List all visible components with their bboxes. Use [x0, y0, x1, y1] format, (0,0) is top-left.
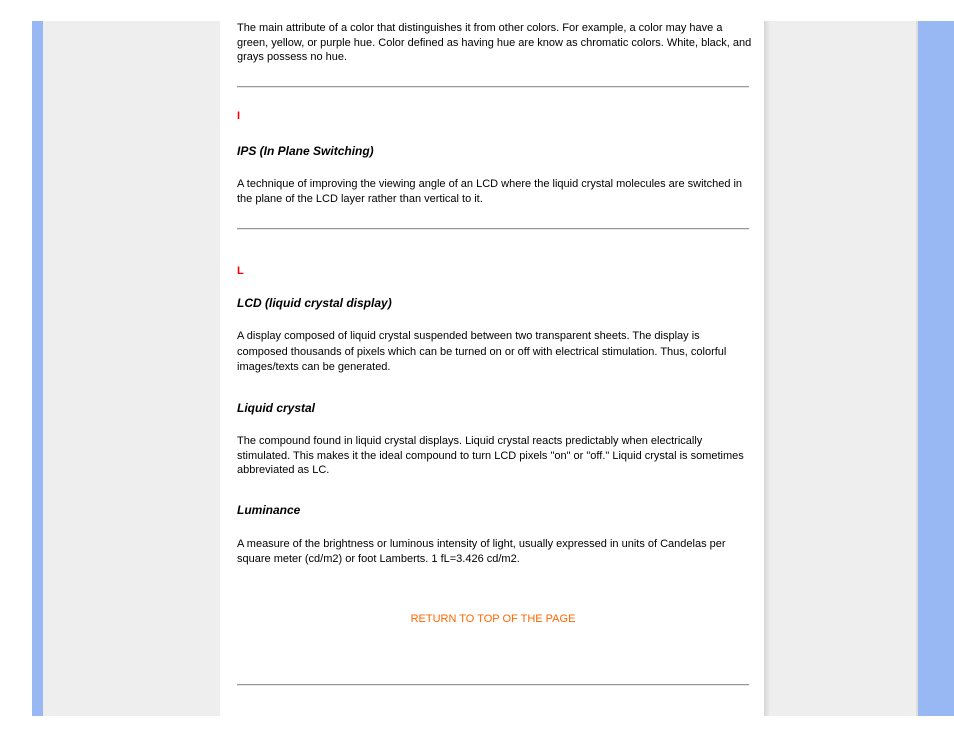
- term-liquid-crystal: Liquid crystal: [237, 401, 316, 415]
- page-frame: [32, 21, 954, 716]
- hue-definition: The main attribute of a color that distinguishes it from other colors. For example, a color may have a green, yellow, or purple hue. Color defined as having hue are know as chromatic colors. White, black, and grays possess no hue.: [237, 22, 752, 63]
- section-letter-l: L: [237, 265, 244, 277]
- definition-ips: A technique of improving the viewing angle of an LCD where the liquid crystal molecules are switched in the plane of the LCD layer rather than vertical to it.: [237, 178, 743, 205]
- definition-lcd: A display composed of liquid crystal suspended between two transparent sheets. The display is composed thousands of pixels which can be turned on or off with electrical stimulation. Thus, colorful images/texts can be generated.: [237, 330, 727, 373]
- section-letter-i: I: [237, 110, 241, 122]
- section-divider: [237, 86, 749, 88]
- term-lcd: LCD (liquid crystal display): [237, 296, 392, 310]
- left-gray-column: [43, 21, 220, 716]
- left-blue-stripe: [32, 21, 43, 716]
- section-divider: [237, 684, 749, 686]
- term-luminance: Luminance: [237, 503, 301, 517]
- right-blue-stripe: [918, 21, 954, 716]
- right-gray-column: [770, 21, 916, 716]
- return-to-top-link[interactable]: RETURN TO TOP OF THE PAGE: [410, 613, 576, 625]
- term-ips: IPS (In Plane Switching): [237, 144, 374, 158]
- definition-luminance: A measure of the brightness or luminous intensity of light, usually expressed in units of Candelas per square meter (cd/m2) or foot Lamberts. 1 fL=3.426 cd/m2.: [237, 538, 726, 565]
- section-divider: [237, 228, 749, 230]
- definition-liquid-crystal: The compound found in liquid crystal displays. Liquid crystal reacts predictably when electrically stimulated. This makes it the ideal compound to turn LCD pixels "on" or "off." Liquid crystal is sometimes abbreviated as LC.: [237, 435, 744, 476]
